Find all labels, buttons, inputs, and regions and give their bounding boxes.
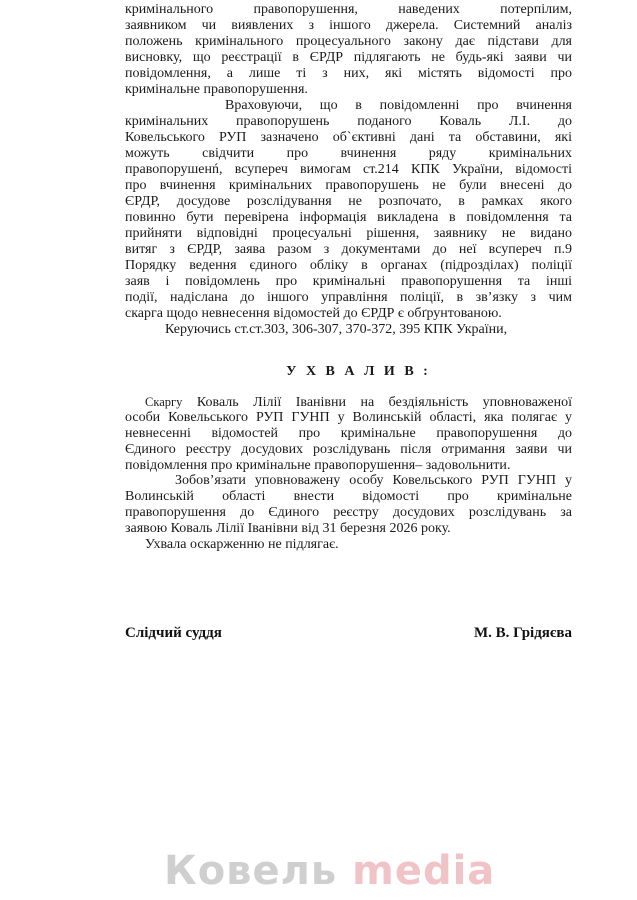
text-line: про вчинення кримінальних правопорушень не були внесені до	[125, 178, 572, 193]
text-line: особи Ковельського РУП ГУНП у Волинській області, яка полягає у	[125, 410, 572, 425]
watermark-part-2: media	[352, 848, 496, 894]
text-line: заявником чи виявлених з іншого джерела. Системний аналіз	[125, 18, 572, 33]
text-line: події, надіслана до іншого управління поліції, в зв’язку з чим	[125, 290, 572, 305]
text-line: правопорушення до Єдиного реєстру досудових розслідувань за	[125, 505, 572, 520]
text-line: Єдиного реєстру досудових розслідувань після отримання заяви чи	[125, 442, 572, 457]
decision-heading: У Х В А Л И В :	[286, 364, 431, 379]
text-line: заяв і повідомлень про кримінальні правопорушення та інші	[125, 274, 572, 289]
signature-name: М. В. Грідяєва	[473, 625, 572, 641]
text-line: ЄРДР, досудове розслідування не розпочато, в рамках якого	[125, 194, 572, 209]
text-line: Зобов’язати уповноважену особу Ковельського РУП ГУНП у	[175, 473, 572, 488]
text-line: Порядку ведення єдиного обліку в органах (підрозділах) поліції	[125, 258, 572, 273]
line-rest: Коваль Лілії Іванівни на бездіяльність уповноваженої	[182, 395, 572, 410]
text-line: положень кримінального процесуального закону дає підстави для	[125, 34, 572, 49]
text-line: прийняти відповідні процесуальні рішення, заявнику не видано	[125, 226, 572, 241]
text-line: кримінальних правопорушень поданого Коваль Л.І. до	[125, 114, 572, 129]
text-line: правопорушенń, всупереч вимогам ст.214 КПК України, відомості	[125, 162, 572, 177]
text-line: висновку, що реєстрації в ЄРДР підлягають не будь-які заяви чи	[125, 50, 572, 65]
guided-by-line: Керуючись ст.ст.303, 306-307, 370-372, 395 КПК України,	[165, 322, 508, 337]
not-appealable-line: Ухвала оскарженню не підлягає.	[145, 537, 339, 552]
text-line: Ковельського РУП зазначено об`єктивні дані та обставини, які	[125, 130, 572, 145]
signature-title: Слідчий суддя	[125, 625, 222, 641]
text-line: повідомлення про кримінальне правопорушення– задовольнити.	[125, 458, 511, 473]
text-line: повідомлення, а лише ті з них, які містять відомості про	[125, 66, 572, 81]
text-line: невнесенні відомостей про кримінальне правопорушення до	[125, 426, 572, 441]
text-line: витяг з ЄРДР, заява разом з документами до неї всупереч п.9	[125, 242, 572, 257]
text-line: кримінального правопорушення, наведених потерпілим,	[125, 2, 572, 17]
text-line: Волинській області внести відомості про кримінальне	[125, 489, 572, 504]
text-line: Враховуючи, що в повідомленні про вчинення	[225, 98, 572, 113]
text-line: повинно бути перевірена інформація викладена в повідомлення та	[125, 210, 572, 225]
text-line: кримінальне правопорушення.	[125, 82, 308, 97]
watermark-part-1: Ковель	[164, 848, 338, 894]
first-word: Скаргу	[145, 395, 183, 409]
text-line	[145, 394, 572, 410]
text-line: можуть свідчити про вчинення ряду кримінальних	[125, 146, 572, 161]
watermark-logo	[164, 848, 495, 894]
text-line: заявою Коваль Лілії Іванівни від 31 березня 2026 року.	[125, 521, 451, 536]
text-line: скарга щодо невнесення відомостей до ЄРДР є обґрунтованою.	[125, 306, 502, 321]
